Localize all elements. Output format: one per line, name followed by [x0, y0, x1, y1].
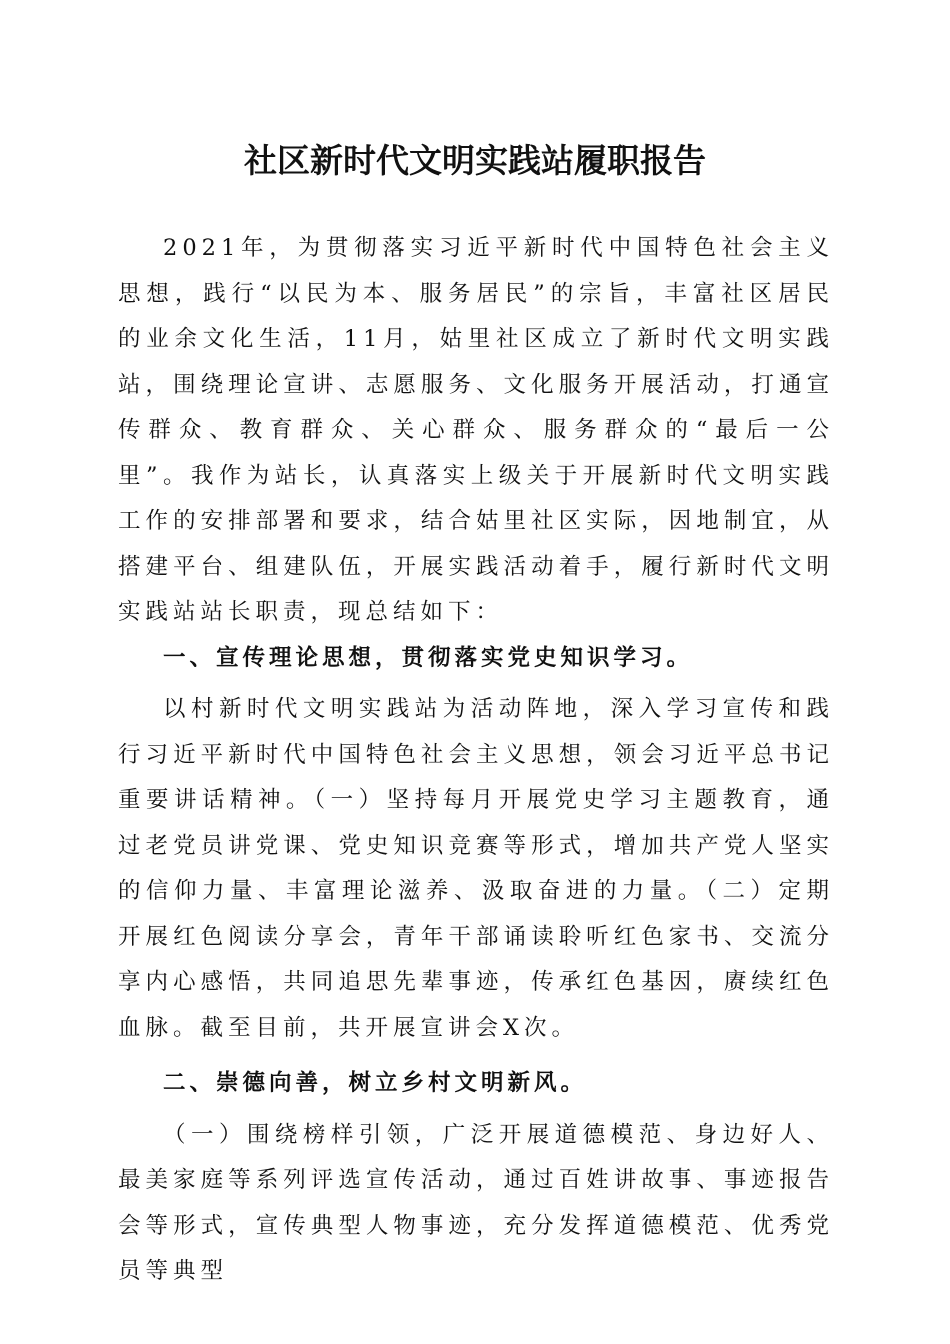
document-title: 社区新时代文明实践站履职报告 — [244, 141, 706, 180]
section-heading-1: 一、宣传理论思想，贯彻落实党史知识学习。 — [163, 644, 694, 671]
section-heading-2: 二、崇德向善，树立乡村文明新风。 — [163, 1070, 588, 1096]
section-1-paragraph: 以村新时代文明实践站为活动阵地，深入学习宣传和践行习近平新时代中国特色社会主义思想，领会习近平总书记重要讲话精神。（一）坚持每月开展党史学习主题教育，通过老党员讲党课、党史知识竞赛等形式，增加共产党人坚实的信仰力量、丰富理论滋养、汲取奋进的力量。（二）定期开展红色阅读分享会，青年干部诵读聆听红色家书、交流分享内心感悟，共同追思先辈事迹，传承红色基因，赓续红色血脉。截至目前，共开展宣讲会X次。 — [118, 696, 834, 1041]
document-body — [118, 226, 834, 1295]
spacer — [118, 1051, 834, 1061]
intro-paragraph: 2021年，为贯彻落实习近平新时代中国特色社会主义思想，践行“以民为本、服务居民”的宗旨，丰富社区居民的业余文化生活，11月，姑里社区成立了新时代文明实践站，围绕理论宣讲、志愿服务、文化服务开展活动，打通宣传群众、教育群众、关心群众、服务群众的“最后一公里”。我作为站长，认真落实上级关于开展新时代文明实践工作的安排部署和要求，结合姑里社区实际，因地制宜，从搭建平台、组建队伍，开展实践活动着手，履行新时代文明实践站站长职责，现总结如下： — [118, 235, 834, 625]
section-2-paragraph: （一）围绕榜样引领，广泛开展道德模范、身边好人、最美家庭等系列评选宣传活动，通过百姓讲故事、事迹报告会等形式，宣传典型人物事迹，充分发挥道德模范、优秀党员等典型 — [118, 1121, 834, 1284]
